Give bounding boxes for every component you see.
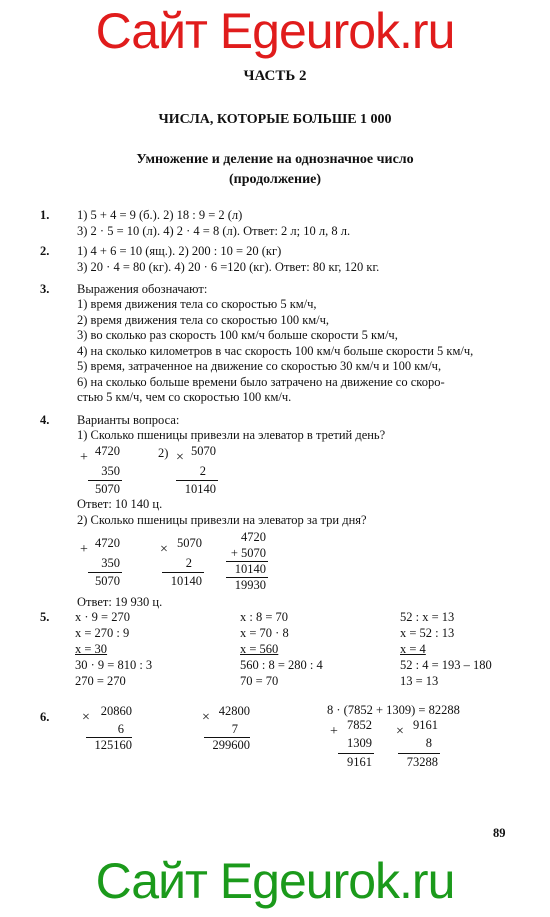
operand-a: 20860 xyxy=(100,704,132,718)
equation-line: 52 : x = 13 xyxy=(400,610,455,624)
task-5-number: 5. xyxy=(40,610,50,624)
operand-b: 8 xyxy=(425,736,432,750)
watermark-bottom: Сайт Egeurok.ru xyxy=(95,853,455,909)
task-4-title: Варианты вопроса: xyxy=(77,413,180,427)
operand-b: 6 xyxy=(117,722,124,736)
operand-b: 350 xyxy=(101,464,120,478)
result: 73288 xyxy=(406,755,438,769)
task-2-line-2: 3) 20 · 4 = 80 (кг). 4) 20 · 6 =120 (кг). Ответ: 80 кг, 120 кг. xyxy=(77,260,380,274)
task-1-number: 1. xyxy=(40,208,50,222)
operand-b: 7 xyxy=(231,722,238,736)
equation-solution: x = 30 xyxy=(75,642,108,656)
task-3-item: 1) время движения тела со скоростью 5 км/ч, xyxy=(77,297,317,311)
task-4-answer-2: Ответ: 19 930 ц. xyxy=(77,595,163,609)
task-1-line-1: 1) 5 + 4 = 9 (б.). 2) 18 : 9 = 2 (л) xyxy=(77,208,243,222)
times-sign: × xyxy=(202,710,210,725)
result: 10140 xyxy=(170,574,202,588)
equation-check: 30 · 9 = 810 : 3 xyxy=(75,658,153,672)
times-sign: × xyxy=(396,724,404,739)
product-line xyxy=(176,480,218,481)
result: 19930 xyxy=(234,578,266,592)
product-line xyxy=(162,572,204,573)
task-4-question-2: 2) Сколько пшеницы привезли на элеватор за три дня? xyxy=(77,513,367,527)
task-3-item: 6) на сколько больше времени было затрачено на движение со скоро- xyxy=(77,375,445,389)
operand-a: 5070 xyxy=(191,444,216,458)
equation-check: 13 = 13 xyxy=(400,674,439,688)
sub-label-2: 2) xyxy=(158,446,169,460)
task-4-answer-1: Ответ: 10 140 ц. xyxy=(77,497,163,511)
operand-b: 2 xyxy=(199,464,206,478)
task-6-number: 6. xyxy=(40,710,50,724)
equation-check: 560 : 8 = 280 : 4 xyxy=(240,658,323,672)
equation-line: x = 270 : 9 xyxy=(75,626,130,640)
plus-sign: + xyxy=(330,724,338,739)
operand-b: 350 xyxy=(101,556,120,570)
operand-a: 4720 xyxy=(95,444,120,458)
result: 5070 xyxy=(95,574,120,588)
topic-heading-line1: Умножение и деление на однозначное число xyxy=(136,152,414,167)
topic-heading-line2: (продолжение) xyxy=(228,172,322,187)
operand-b: 2 xyxy=(185,556,192,570)
operand-a: 4720 xyxy=(95,536,120,550)
task-3-item: стью 5 км/ч, чем со скоростью 100 км/ч. xyxy=(77,390,292,404)
task-6-expression: 8 · (7852 + 1309) = 82288 xyxy=(327,703,460,717)
task-2-line-1: 1) 4 + 6 = 10 (ящ.). 2) 200 : 10 = 20 (кг) xyxy=(77,244,282,258)
task-3-item: 5) время, затраченное на движение со скоростью 30 км/ч и 100 км/ч, xyxy=(77,359,442,373)
task-2-number: 2. xyxy=(40,244,50,258)
task-3-number: 3. xyxy=(40,282,50,296)
task-1-line-2: 3) 2 · 5 = 10 (л). 4) 2 · 4 = 8 (л). Ответ: 2 л; 10 л, 8 л. xyxy=(77,224,351,238)
sum-line xyxy=(88,480,122,481)
operand-a: 9161 xyxy=(413,718,438,732)
operand-b: + 5070 xyxy=(230,546,266,560)
section-heading: ЧИСЛА, КОТОРЫЕ БОЛЬШЕ 1 000 xyxy=(158,112,392,127)
result: 299600 xyxy=(212,738,250,752)
result: 9161 xyxy=(347,755,372,769)
task-3-item: 4) на сколько километров в час скорость 100 км/ч больше скорости 5 км/ч, xyxy=(77,344,474,358)
times-sign: × xyxy=(176,450,184,465)
result: 5070 xyxy=(95,482,120,496)
part-heading: ЧАСТЬ 2 xyxy=(243,68,307,84)
page-number: 89 xyxy=(493,826,506,840)
watermark-top: Сайт Egeurok.ru xyxy=(95,3,455,59)
equation-line: x = 70 · 8 xyxy=(240,626,289,640)
operand-a: 7852 xyxy=(347,718,372,732)
times-sign: × xyxy=(160,542,168,557)
task-4-question-1: 1) Сколько пшеницы привезли на элеватор в третий день? xyxy=(77,428,386,442)
middle-result: 10140 xyxy=(234,562,266,576)
equation-check: 52 : 4 = 193 – 180 xyxy=(400,658,492,672)
result: 125160 xyxy=(94,738,132,752)
plus-sign: + xyxy=(80,542,88,557)
task-3-item: 2) время движения тела со скоростью 100 км/ч, xyxy=(77,313,330,327)
plus-sign: + xyxy=(80,450,88,465)
equation-solution: x = 4 xyxy=(400,642,426,656)
operand-a: 5070 xyxy=(177,536,202,550)
operand-a: 4720 xyxy=(241,530,266,544)
sum-line xyxy=(88,572,122,573)
equation-check: 70 = 70 xyxy=(240,674,279,688)
operand-b: 1309 xyxy=(347,736,372,750)
product-line xyxy=(398,753,440,754)
task-4-number: 4. xyxy=(40,413,50,427)
task-3-title: Выражения обозначают: xyxy=(77,282,208,296)
task-3-item: 3) во сколько раз скорость 100 км/ч больше скорости 5 км/ч, xyxy=(77,328,398,342)
equation-line: x = 52 : 13 xyxy=(400,626,455,640)
equation-line: x · 9 = 270 xyxy=(75,610,130,624)
times-sign: × xyxy=(82,710,90,725)
equation-check: 270 = 270 xyxy=(75,674,126,688)
result: 10140 xyxy=(184,482,216,496)
sum-line xyxy=(338,753,374,754)
equation-solution: x = 560 xyxy=(240,642,279,656)
operand-a: 42800 xyxy=(218,704,250,718)
equation-line: x : 8 = 70 xyxy=(240,610,289,624)
